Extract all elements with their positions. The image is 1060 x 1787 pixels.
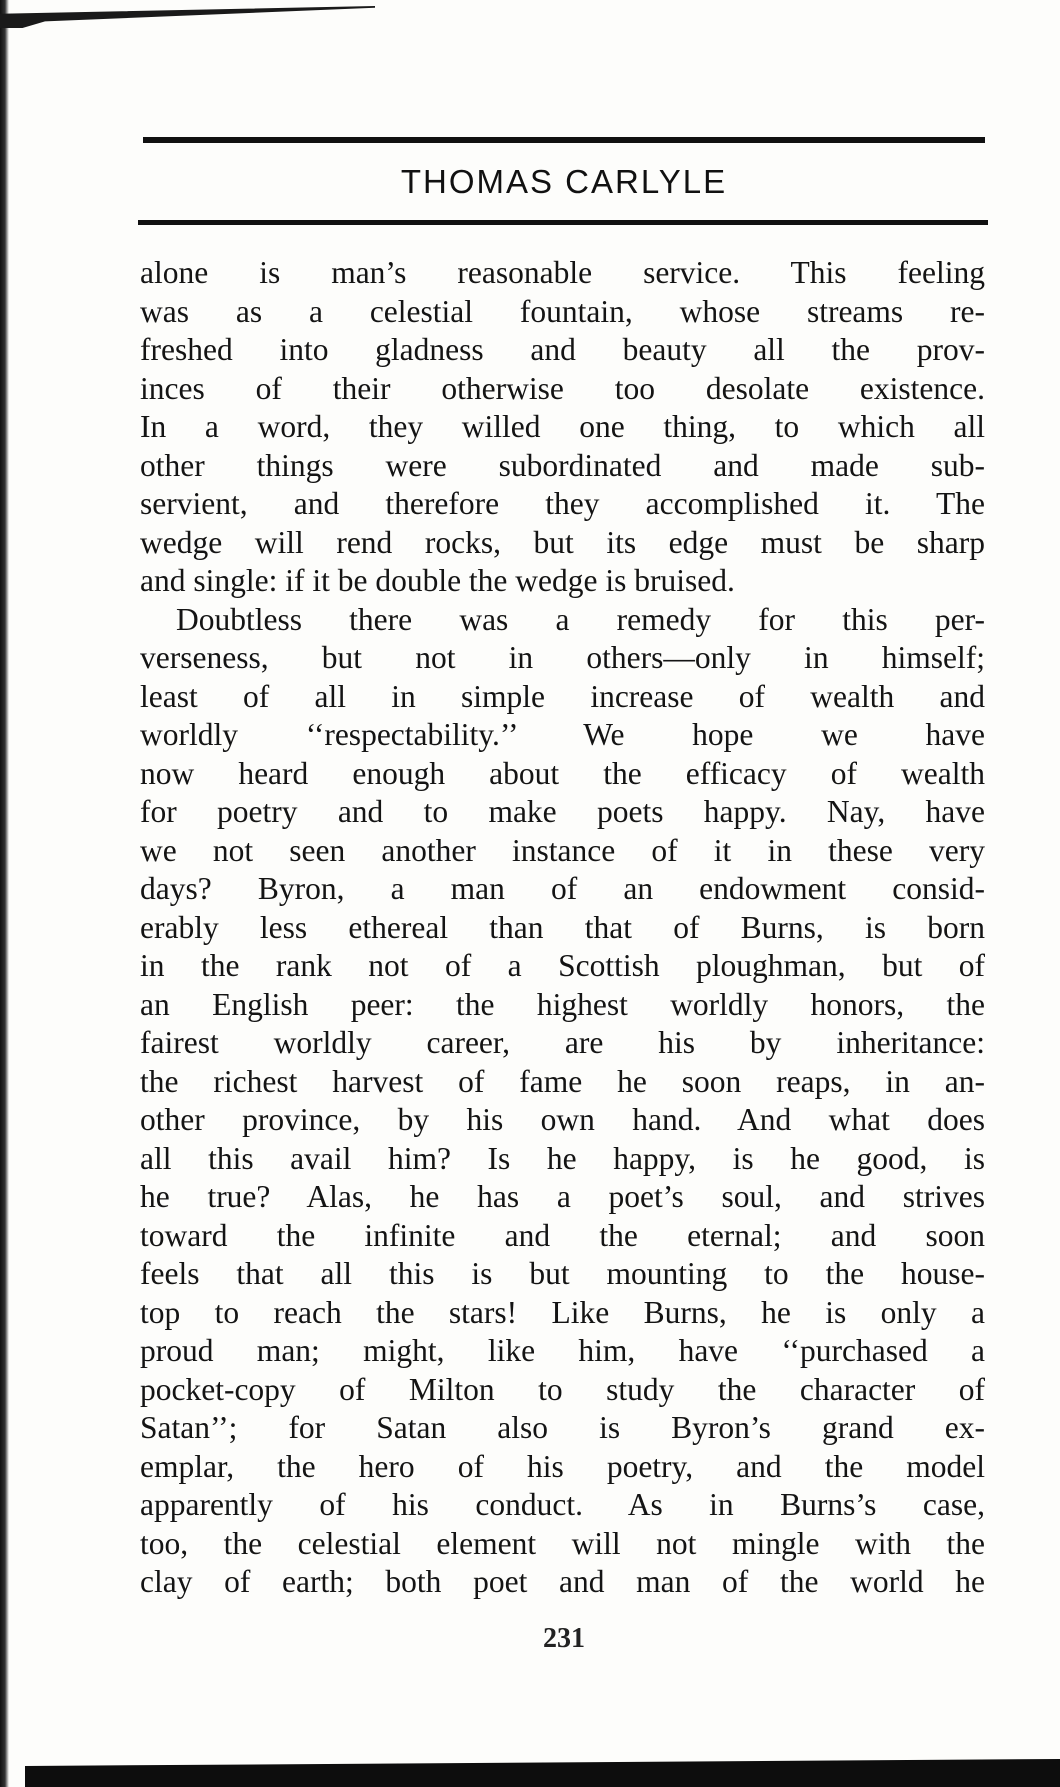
text-line: Satan’’; for Satan also is Byron’s grand ex- xyxy=(140,1410,985,1445)
text-line: too, the celestial element will not mingle with the xyxy=(140,1525,985,1561)
text-line: verseness, but not in others—only in himself; xyxy=(140,640,985,675)
text-line: pocket-copy of Milton to study the character of xyxy=(140,1371,985,1407)
text-line: apparently of his conduct. As in Burns’s case, xyxy=(140,1487,985,1522)
text-line: clay of earth; both poet and man of the world he xyxy=(140,1564,985,1599)
running-head: THOMAS CARLYLE xyxy=(400,163,728,200)
text-line: all this avail him? Is he happy, is he good, is xyxy=(140,1140,985,1176)
header-rule-top xyxy=(143,137,985,143)
text-line: erably less ethereal than that of Burns, is born xyxy=(140,909,985,945)
text-line: wedge will rend rocks, but its edge must be sharp xyxy=(140,524,985,560)
text-line: least of all in simple increase of wealth and xyxy=(140,678,985,714)
text-line: we not seen another instance of it in these very xyxy=(140,832,985,868)
text-line: other things were subordinated and made sub- xyxy=(140,447,985,483)
page-number: 231 xyxy=(543,1623,585,1654)
text-line: alone is man’s reasonable service. This feeling xyxy=(140,255,985,290)
text-line: and single: if it be double the wedge is bruised. xyxy=(140,563,735,598)
text-line: toward the infinite and the eternal; and soon xyxy=(140,1217,985,1253)
body-text xyxy=(140,254,985,1602)
text-line: days? Byron, a man of an endowment consid- xyxy=(140,871,985,906)
text-line: inces of their otherwise too desolate existence. xyxy=(140,370,985,406)
scan-edge-left xyxy=(0,0,9,1787)
text-line: Doubtless there was a remedy for this per- xyxy=(176,601,985,637)
text-line: for poetry and to make poets happy. Nay, have xyxy=(140,794,985,829)
text-line: In a word, they willed one thing, to which all xyxy=(140,409,985,444)
text-line: an English peer: the highest worldly honors, the xyxy=(140,986,985,1022)
text-line: now heard enough about the efficacy of wealth xyxy=(140,755,985,791)
text-line: the richest harvest of fame he soon reaps, in an- xyxy=(140,1063,985,1099)
text-line: top to reach the stars! Like Burns, he is only a xyxy=(140,1294,985,1330)
text-line: servient, and therefore they accomplished it. The xyxy=(140,486,985,521)
text-line: was as a celestial fountain, whose streams re- xyxy=(140,293,985,329)
text-line: worldly ‘‘respectability.’’ We hope we have xyxy=(140,717,985,752)
text-line: emplar, the hero of his poetry, and the model xyxy=(140,1448,985,1484)
scan-edge-top xyxy=(0,6,375,28)
text-line: feels that all this is but mounting to the house- xyxy=(140,1256,985,1291)
text-line: in the rank not of a Scottish ploughman, but of xyxy=(140,948,985,983)
header-rule-bottom xyxy=(138,220,988,225)
text-line: proud man; might, like him, have ‘‘purchased a xyxy=(140,1333,985,1368)
scan-edge-bottom xyxy=(25,1752,1060,1787)
text-line: he true? Alas, he has a poet’s soul, and strives xyxy=(140,1179,985,1214)
text-line: other province, by his own hand. And what does xyxy=(140,1102,985,1137)
text-line: freshed into gladness and beauty all the prov- xyxy=(140,332,985,367)
text-line: fairest worldly career, are his by inheritance: xyxy=(140,1025,985,1060)
